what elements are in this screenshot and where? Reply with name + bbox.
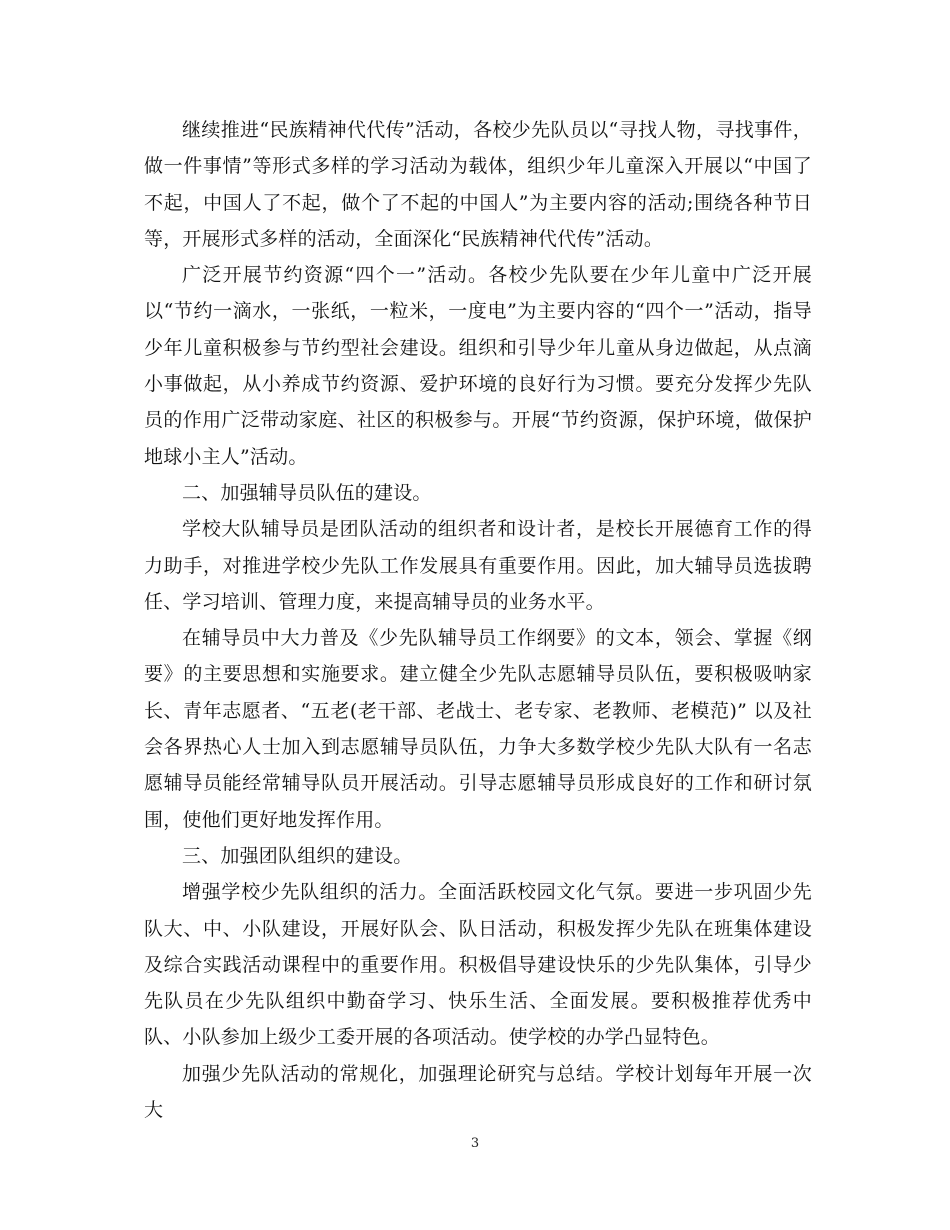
section-heading-2: 二、加强辅导员队伍的建设。 [182,481,432,504]
paragraph-3: 学校大队辅导员是团队活动的组织者和设计者，是校长开展德育工作的得力助手，对推进学校少先队工作发展具有重要作用。因此，加大辅导员选拔聘任、学习培训、管理力度，来提高辅导员的业务水平。 [144,518,812,613]
paragraph-4: 在辅导员中大力普及《少先队辅导员工作纲要》的文本，领会、掌握《纲要》的主要思想和实施要求。建立健全少先队志愿辅导员队伍，要积极吸呐家长、青年志愿者、“五老(老干部、老战士、老专家、老教师、老模范)” 以及社会各界热心人士加入到志愿辅导员队伍，力争大多数学校少先队大队有一名志愿辅导员能经常辅导队员开展活动。引导志愿辅导员形成良好的工作和研讨氛围，使他们更好地发挥作用。 [144,627,812,831]
paragraph-1: 继续推进“民族精神代代传”活动，各校少先队员以“寻找人物，寻找事件，做一件事情”等形式多样的学习活动为载体，组织少年儿童深入开展以“中国了不起，中国人了不起，做个了不起的中国人”为主要内容的活动;围绕各种节日等，开展形式多样的活动，全面深化“民族精神代代传”活动。 [144,119,812,250]
document-body [144,112,812,1128]
paragraph-6: 加强少先队活动的常规化，加强理论研究与总结。学校计划每年开展一次大 [144,1062,812,1122]
section-heading-3: 三、加强团队组织的建设。 [182,844,413,867]
page-number: 3 [470,1136,480,1151]
paragraph-2: 广泛开展节约资源“四个一”活动。各校少先队要在少年儿童中广泛开展以“节约一滴水，一张纸，一粒米，一度电”为主要内容的“四个一”活动，指导少年儿童积极参与节约型社会建设。组织和引导少年儿童从身边做起，从点滴小事做起，从小养成节约资源、爱护环境的良好行为习惯。要充分发挥少先队员的作用广泛带动家庭、社区的积极参与。开展“节约资源，保护环境，做保护地球小主人”活动。 [144,264,812,468]
paragraph-5: 增强学校少先队组织的活力。全面活跃校园文化气氛。要进一步巩固少先队大、中、小队建设，开展好队会、队日活动，积极发挥少先队在班集体建设及综合实践活动课程中的重要作用。积极倡导建设快乐的少先队集体，引导少先队员在少先队组织中勤奋学习、快乐生活、全面发展。要积极推荐优秀中队、小队参加上级少工委开展的各项活动。使学校的办学凸显特色。 [144,881,812,1049]
